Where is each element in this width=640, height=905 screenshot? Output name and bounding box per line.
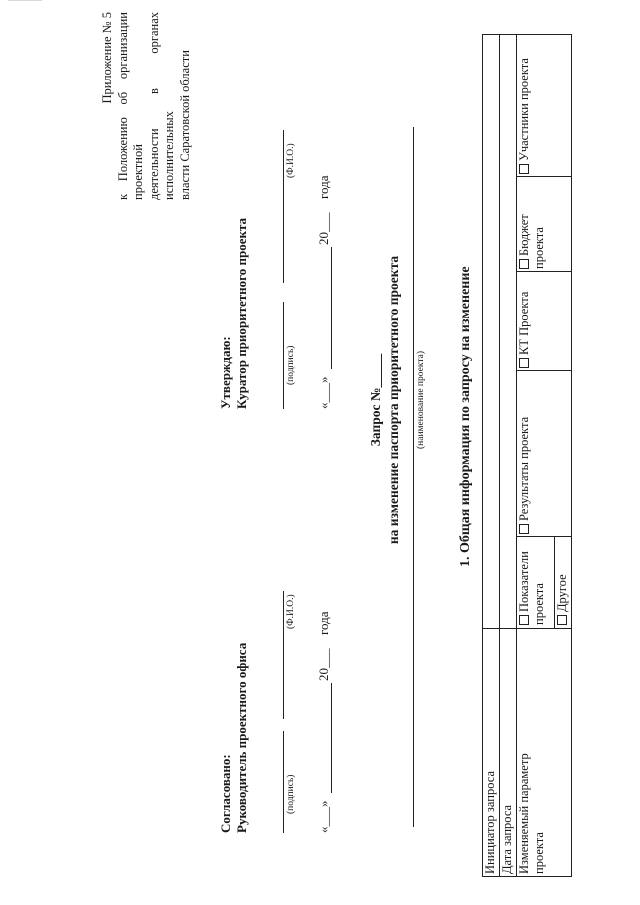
approve-date-open: «___»: [316, 376, 331, 409]
agree-date-open: «___»: [316, 800, 331, 833]
approve-date-line: [331, 247, 332, 369]
option-budget[interactable]: Бюджет проекта: [517, 214, 546, 269]
agree-label: Согласовано:: [218, 754, 233, 833]
info-table: [482, 34, 572, 877]
agree-date-suffix: года: [316, 611, 331, 635]
option-indicators[interactable]: Показатели проекта: [517, 551, 546, 625]
agree-role: Руководитель проектного офиса: [234, 642, 249, 833]
appendix-header: [100, 12, 193, 200]
request-title: Запрос №_____: [368, 353, 383, 447]
row-date-label: Дата запроса: [500, 804, 514, 874]
approve-date-suffix: года: [316, 175, 331, 199]
approve-sign-caption: (подпись): [286, 345, 296, 385]
option-results[interactable]: Результаты проекта: [517, 374, 532, 534]
checkbox-icon[interactable]: [557, 615, 567, 625]
project-name-caption: (наименование проекта): [416, 351, 426, 450]
checkbox-icon[interactable]: [519, 524, 529, 534]
checkbox-icon[interactable]: [519, 164, 529, 174]
request-subtitle: на изменение паспорта приоритетного проекта: [386, 255, 401, 545]
row-parameter-label: Изменяемый параметр проекта: [517, 753, 546, 874]
section-title: 1. Общая информация по запросу на изменение: [458, 266, 473, 567]
agree-sign-caption: (подпись): [286, 774, 296, 814]
option-milestones[interactable]: КТ Проекта: [517, 274, 532, 368]
option-participants[interactable]: Участники проекта: [517, 36, 532, 174]
approve-fio-caption: (Ф.И.О.): [286, 143, 296, 178]
project-name-line: [413, 127, 414, 827]
agree-block: [218, 643, 250, 833]
approve-role: Куратор приоритетного проекта: [234, 217, 249, 409]
approve-block: [218, 218, 250, 409]
option-other[interactable]: Другое: [555, 574, 570, 625]
appendix-reference-cont: деятельности в органах исполнительных: [146, 12, 176, 200]
checkbox-icon[interactable]: [519, 358, 529, 368]
agree-fio-line: [283, 591, 284, 719]
approve-date-year: 20___: [316, 212, 331, 245]
agree-date-year: 20___: [316, 648, 331, 681]
appendix-number: Приложение № 5: [100, 12, 114, 104]
row-initiator-label: Инициатор запроса: [483, 770, 497, 874]
agree-fio-caption: (Ф.И.О.): [286, 594, 296, 629]
approve-fio-line: [283, 130, 284, 283]
appendix-region: власти Саратовской области: [177, 50, 192, 200]
agree-sign-line: [283, 731, 284, 833]
approve-sign-line: [283, 302, 284, 409]
agree-date-line: [331, 683, 332, 793]
approve-label: Утверждаю:: [218, 336, 233, 409]
appendix-reference: к Положению об организации проектной: [115, 12, 145, 200]
checkbox-icon[interactable]: [519, 259, 529, 269]
checkbox-icon[interactable]: [519, 615, 529, 625]
